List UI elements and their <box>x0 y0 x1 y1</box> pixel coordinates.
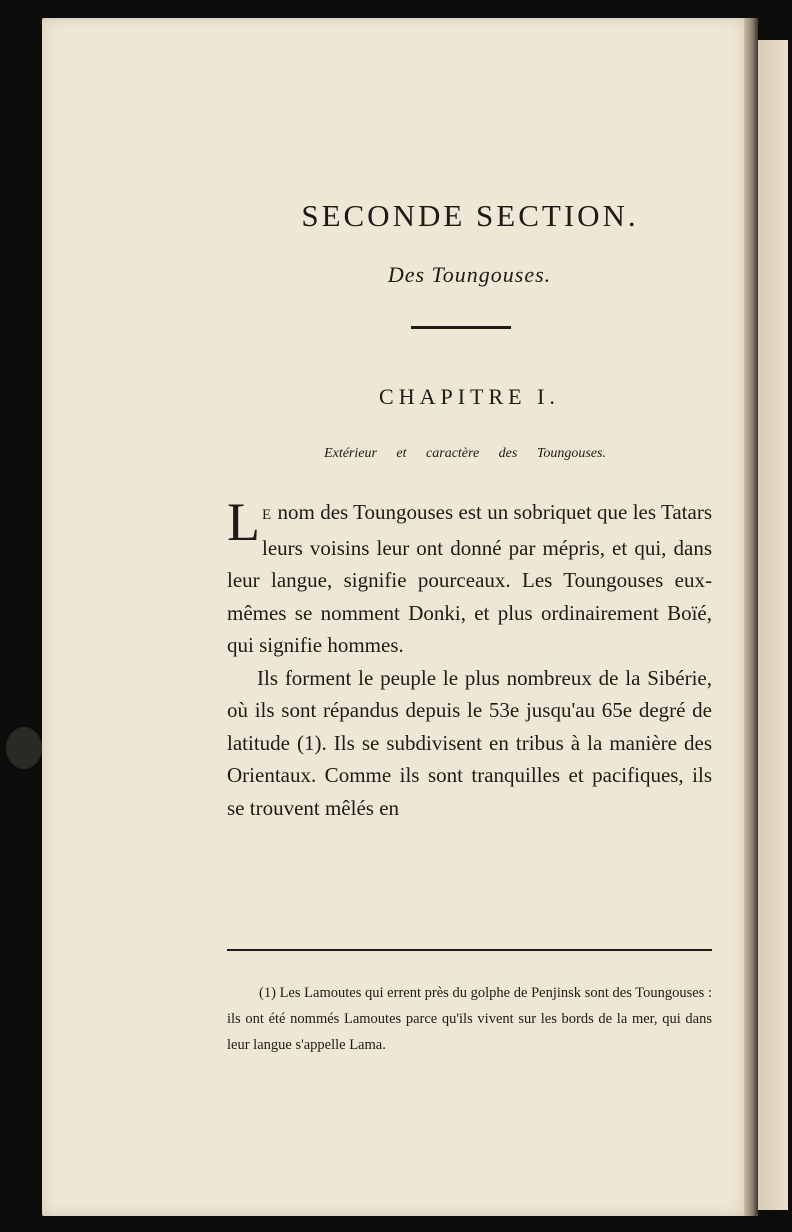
book-gutter <box>744 18 758 1216</box>
section-subtitle: Des Toungouses. <box>387 262 552 287</box>
book-page <box>42 18 750 1216</box>
ornament-rule <box>411 326 511 329</box>
paragraph-1-text: nom des Toungouses est un sobriquet que les Tatars leurs voisins leur ont donné par mépris, et qui, dans leur langue, signifie pourceaux. Les Toungouses eux-mêmes se nomment Donki, et plus ordinairement Boïé, qui signifie hommes. <box>227 500 712 657</box>
paragraph-1 <box>227 492 712 662</box>
body-text <box>227 492 712 824</box>
drop-cap: L <box>227 492 260 552</box>
section-title: SECONDE SECTION. <box>301 198 639 233</box>
footnote-text: (1) Les Lamoutes qui errent près du golphe de Penjinsk sont des Toungouses : ils ont été nommés Lamoutes parce qu'ils vivent sur les bords de la mer, qui dans leur langue s'appelle Lama. <box>227 985 712 1053</box>
binder-hole <box>6 727 42 769</box>
footnote-rule <box>227 949 712 951</box>
paragraph-2: Ils forment le peuple le plus nombreux de la Sibérie, où ils sont répandus depuis le 53e jusqu'au 65e degré de latitude (1). Ils se subdivisent en tribus à la manière des Orientaux. Comme ils sont tranquilles et pacifiques, ils se trouvent mêlés en <box>227 665 712 820</box>
footnote <box>227 980 712 1058</box>
chapter-subtitle: Extérieur et caractère des Toungouses. <box>324 446 606 461</box>
first-word-smallcap: E <box>262 507 273 523</box>
facing-page-edge <box>758 40 788 1210</box>
chapter-title: CHAPITRE I. <box>379 384 560 409</box>
